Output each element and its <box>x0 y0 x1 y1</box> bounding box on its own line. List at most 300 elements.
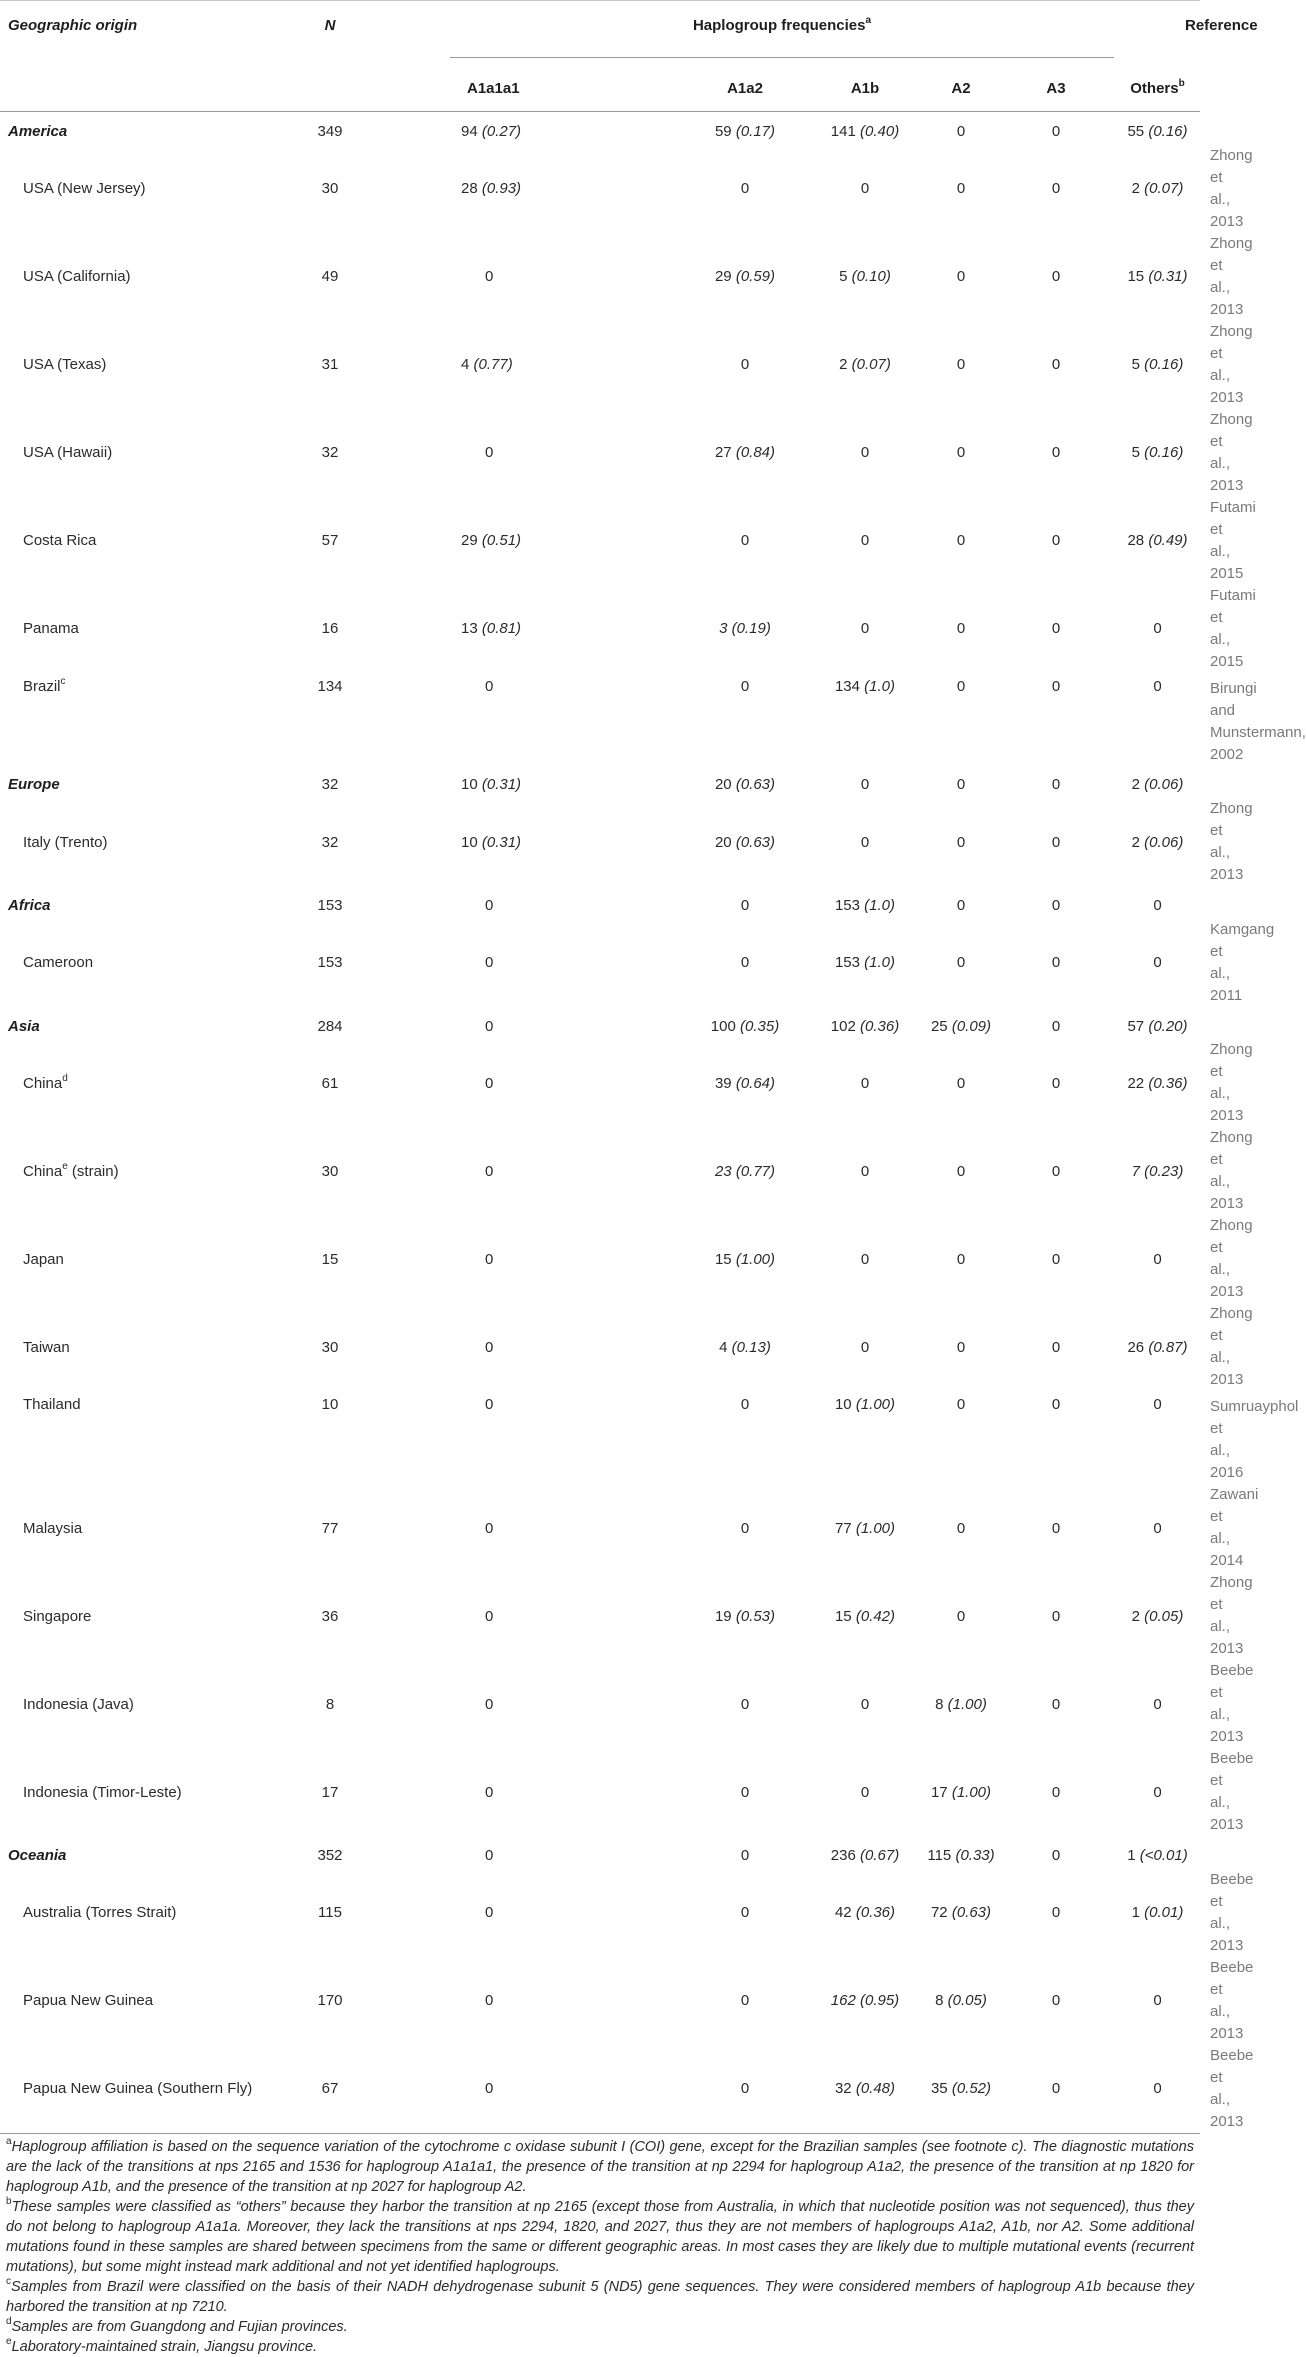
cell-a1b <box>805 497 925 585</box>
table-row <box>0 1039 1200 1127</box>
table-row <box>0 497 1200 585</box>
origin-suffix: (strain) <box>68 1163 119 1180</box>
cell-origin <box>0 886 280 919</box>
origin-label: Africa <box>8 897 51 914</box>
cell-count: 0 <box>1153 1251 1161 1268</box>
cell-count: 0 <box>957 1520 965 1537</box>
cell-count: 0 <box>485 954 493 971</box>
subheader-empty-origin <box>0 62 280 112</box>
cell-count: 27 <box>715 444 736 461</box>
cell-a1a1a1 <box>455 1484 685 1572</box>
cell-count: 0 <box>1052 1696 1060 1713</box>
cell-count: 0 <box>957 268 965 285</box>
cell-count: 59 <box>715 123 736 140</box>
cell-spacer <box>380 673 455 766</box>
footnote-text: Samples from Brazil were classified on the basis of their NADH dehydrogenase subunit 5 (ND5) gene sequences. They were considered members of haplogroup A1b because they harbored the transition at np 7210. <box>6 2279 1194 2315</box>
cell-frequency: (0.63) <box>952 1904 991 1921</box>
table-row <box>0 585 1200 673</box>
table-row <box>0 1127 1200 1215</box>
cell-count: 0 <box>741 356 749 373</box>
cell-frequency: (1.0) <box>864 678 895 695</box>
cell-n: 153 <box>280 886 380 919</box>
cell-a1a1a1 <box>455 145 685 233</box>
cell-origin <box>0 1215 280 1303</box>
cell-frequency: (1.00) <box>736 1251 775 1268</box>
cell-others <box>1115 409 1200 497</box>
cell-a3 <box>997 145 1115 233</box>
footnote-marker: a <box>6 2136 12 2147</box>
cell-origin <box>0 1007 280 1040</box>
table-row <box>0 1660 1200 1748</box>
cell-n: 15 <box>280 1215 380 1303</box>
cell-count: 26 <box>1127 1339 1148 1356</box>
table-row <box>0 1572 1200 1660</box>
cell-a2 <box>925 233 997 321</box>
cell-a1a1a1 <box>455 1660 685 1748</box>
cell-frequency: (0.16) <box>1144 356 1183 373</box>
cell-a1a2 <box>685 1660 805 1748</box>
cell-frequency: (0.53) <box>736 1608 775 1625</box>
cell-count: 77 <box>835 1520 856 1537</box>
cell-count: 0 <box>1153 954 1161 971</box>
cell-count: 0 <box>485 1520 493 1537</box>
cell-n: 61 <box>280 1039 380 1127</box>
cell-count: 0 <box>1052 834 1060 851</box>
cell-frequency: (0.77) <box>474 356 513 373</box>
cell-count: 0 <box>861 1696 869 1713</box>
cell-frequency: (0.05) <box>948 1992 987 2009</box>
cell-spacer <box>380 798 455 886</box>
cell-count: 0 <box>861 1251 869 1268</box>
cell-a1a1a1 <box>455 409 685 497</box>
cell-origin <box>0 1303 280 1391</box>
cell-count: 0 <box>957 532 965 549</box>
header-n-label: N <box>325 17 336 34</box>
cell-origin <box>0 409 280 497</box>
cell-count: 4 <box>719 1339 732 1356</box>
cell-origin <box>0 1572 280 1660</box>
cell-spacer <box>380 1007 455 1040</box>
cell-spacer <box>380 1957 455 2045</box>
cell-spacer <box>380 585 455 673</box>
cell-others <box>1115 1572 1200 1660</box>
cell-count: 0 <box>957 954 965 971</box>
cell-origin <box>0 145 280 233</box>
cell-count: 0 <box>1052 1075 1060 1092</box>
cell-others <box>1115 497 1200 585</box>
cell-origin <box>0 673 280 766</box>
subheader-spacer <box>380 62 455 112</box>
cell-count: 0 <box>957 123 965 140</box>
cell-a1b <box>805 585 925 673</box>
cell-a3 <box>997 798 1115 886</box>
footnote-text: Laboratory-maintained strain, Jiangsu province. <box>12 2339 317 2355</box>
cell-a3 <box>997 1836 1115 1869</box>
cell-count: 0 <box>1052 2080 1060 2097</box>
cell-others <box>1115 585 1200 673</box>
cell-a3 <box>997 585 1115 673</box>
cell-origin <box>0 1957 280 2045</box>
cell-a1a1a1 <box>455 886 685 919</box>
cell-n: 134 <box>280 673 380 766</box>
cell-n: 77 <box>280 1484 380 1572</box>
cell-frequency: (0.42) <box>856 1608 895 1625</box>
cell-count: 0 <box>485 1018 493 1035</box>
cell-count: 0 <box>1153 1696 1161 1713</box>
cell-count: 0 <box>1052 532 1060 549</box>
cell-a1a1a1 <box>455 798 685 886</box>
cell-a3 <box>997 1127 1115 1215</box>
cell-n: 16 <box>280 585 380 673</box>
origin-label: Japan <box>23 1251 64 1268</box>
cell-count: 0 <box>861 180 869 197</box>
origin-label: America <box>8 123 67 140</box>
cell-a1a2 <box>685 1572 805 1660</box>
cell-frequency: (0.09) <box>952 1018 991 1035</box>
cell-origin <box>0 321 280 409</box>
cell-a1b <box>805 1215 925 1303</box>
col-A2: A2 <box>925 62 997 112</box>
cell-count: 0 <box>485 444 493 461</box>
cell-n: 30 <box>280 1303 380 1391</box>
cell-count: 0 <box>861 1784 869 1801</box>
cell-spacer <box>380 919 455 1007</box>
cell-count: 8 <box>935 1992 948 2009</box>
cell-origin <box>0 585 280 673</box>
cell-origin <box>0 112 280 145</box>
table-row <box>0 321 1200 409</box>
cell-count: 0 <box>485 897 493 914</box>
cell-count: 55 <box>1127 123 1148 140</box>
cell-frequency: 7 (0.23) <box>1132 1163 1184 1180</box>
cell-n: 352 <box>280 1836 380 1869</box>
cell-frequency: (1.00) <box>948 1696 987 1713</box>
cell-others <box>1115 1660 1200 1748</box>
cell-count: 0 <box>957 1339 965 1356</box>
cell-count: 39 <box>715 1075 736 1092</box>
cell-count: 0 <box>485 1847 493 1864</box>
cell-a2 <box>925 1572 997 1660</box>
subheader-empty-n <box>280 62 380 112</box>
cell-spacer <box>380 233 455 321</box>
cell-a1a2 <box>685 919 805 1007</box>
cell-frequency: (0.49) <box>1148 532 1187 549</box>
footnote-a <box>6 2137 1194 2197</box>
cell-a2 <box>925 497 997 585</box>
cell-a3 <box>997 1039 1115 1127</box>
cell-others <box>1115 1957 1200 2045</box>
cell-n: 284 <box>280 1007 380 1040</box>
cell-n: 67 <box>280 2045 380 2133</box>
origin-label: Australia (Torres Strait) <box>23 1904 176 1921</box>
origin-footnote-sup: d <box>62 1073 68 1084</box>
cell-spacer <box>380 409 455 497</box>
cell-frequency: (0.27) <box>482 123 521 140</box>
cell-count: 134 <box>835 678 864 695</box>
cell-count: 0 <box>1052 1251 1060 1268</box>
cell-count: 57 <box>1127 1018 1148 1035</box>
cell-a1b <box>805 145 925 233</box>
cell-count: 5 <box>1132 356 1145 373</box>
cell-spacer <box>380 1748 455 1836</box>
cell-a1a2 <box>685 1391 805 1484</box>
cell-n: 30 <box>280 145 380 233</box>
table-row <box>0 673 1200 766</box>
cell-count: 141 <box>831 123 860 140</box>
footnote-marker: e <box>6 2336 12 2347</box>
cell-a2 <box>925 2045 997 2133</box>
cell-a3 <box>997 1572 1115 1660</box>
cell-count: 0 <box>741 1904 749 1921</box>
cell-spacer <box>380 2045 455 2133</box>
cell-spacer <box>380 321 455 409</box>
cell-others <box>1115 1836 1200 1869</box>
cell-a1a1a1 <box>455 497 685 585</box>
cell-spacer <box>380 1869 455 1957</box>
cell-count: 0 <box>741 897 749 914</box>
table-row <box>0 798 1200 886</box>
cell-count: 0 <box>485 1904 493 1921</box>
cell-n: 57 <box>280 497 380 585</box>
cell-a1a1a1 <box>455 321 685 409</box>
origin-footnote-sup: c <box>61 676 66 687</box>
cell-a2 <box>925 1660 997 1748</box>
cell-frequency: (0.31) <box>482 834 521 851</box>
cell-frequency: (0.81) <box>482 620 521 637</box>
cell-frequency: (0.36) <box>856 1904 895 1921</box>
cell-a1a1a1 <box>455 112 685 145</box>
header-reference: Reference <box>1115 1 1200 63</box>
cell-a1a1a1 <box>455 1127 685 1215</box>
cell-spacer <box>380 1484 455 1572</box>
region-row <box>0 766 1200 799</box>
header-haplogroup-label: Haplogroup frequencies <box>693 17 866 34</box>
origin-label: Italy (Trento) <box>23 834 107 851</box>
cell-frequency: (0.33) <box>955 1847 994 1864</box>
cell-a1a2 <box>685 1957 805 2045</box>
cell-origin <box>0 1127 280 1215</box>
cell-others <box>1115 112 1200 145</box>
cell-frequency: (0.01) <box>1144 1904 1183 1921</box>
cell-frequency: (0.63) <box>736 776 775 793</box>
cell-count: 1 <box>1132 1904 1145 1921</box>
footnote-text: Haplogroup affiliation is based on the sequence variation of the cytochrome c oxidase subunit I (COI) gene, except for the Brazilian samples (see footnote c). The diagnostic mutations are the lack of the transitions at nps 2165 and 1536 for haplogroup A1a1a1, the presence of the transition at np 2294 for haplogroup A1a2, the presence of the transition at np 1820 for haplogroup A1b, and the presence of the transition at np 2027 for haplogroup A2. <box>6 2139 1194 2195</box>
cell-count: 20 <box>715 776 736 793</box>
cell-others <box>1115 1748 1200 1836</box>
origin-label: Malaysia <box>23 1520 82 1537</box>
cell-frequency: (0.51) <box>482 532 521 549</box>
cell-a1a2 <box>685 886 805 919</box>
cell-count: 0 <box>957 356 965 373</box>
cell-a1a2 <box>685 1007 805 1040</box>
cell-a1a1a1 <box>455 919 685 1007</box>
header-haplogroup-sup: a <box>865 15 871 26</box>
cell-count: 0 <box>861 1339 869 1356</box>
haplogroup-span <box>450 17 1114 58</box>
cell-others <box>1115 798 1200 886</box>
cell-origin <box>0 2045 280 2133</box>
cell-count: 0 <box>957 776 965 793</box>
cell-frequency: (0.05) <box>1144 1608 1183 1625</box>
cell-origin <box>0 798 280 886</box>
cell-a3 <box>997 321 1115 409</box>
cell-frequency: (0.59) <box>736 268 775 285</box>
cell-spacer <box>380 1836 455 1869</box>
cell-count: 10 <box>461 776 482 793</box>
cell-count: 1 <box>1127 1847 1140 1864</box>
cell-origin <box>0 1391 280 1484</box>
cell-spacer <box>380 1391 455 1484</box>
cell-others <box>1115 1039 1200 1127</box>
cell-count: 0 <box>861 776 869 793</box>
table-row <box>0 919 1200 1007</box>
cell-frequency: (0.93) <box>482 180 521 197</box>
cell-frequency: (0.48) <box>856 2080 895 2097</box>
cell-count: 0 <box>861 1075 869 1092</box>
cell-count: 29 <box>461 532 482 549</box>
cell-count: 19 <box>715 1608 736 1625</box>
cell-count: 0 <box>1153 2080 1161 2097</box>
cell-count: 2 <box>1132 1608 1145 1625</box>
col-others-sup: b <box>1179 78 1185 89</box>
cell-count: 0 <box>1153 620 1161 637</box>
cell-a1a2 <box>685 1039 805 1127</box>
cell-a1a1a1 <box>455 2045 685 2133</box>
origin-label: Brazil <box>23 678 61 695</box>
cell-n: 8 <box>280 1660 380 1748</box>
cell-others <box>1115 1303 1200 1391</box>
cell-count: 72 <box>931 1904 952 1921</box>
cell-origin <box>0 233 280 321</box>
cell-a1a2 <box>685 1127 805 1215</box>
cell-a2 <box>925 766 997 799</box>
cell-count: 17 <box>931 1784 952 1801</box>
cell-count: 94 <box>461 123 482 140</box>
origin-label: Papua New Guinea (Southern Fly) <box>23 2080 252 2097</box>
cell-frequency: (0.06) <box>1144 776 1183 793</box>
cell-a2 <box>925 1039 997 1127</box>
cell-count: 22 <box>1127 1075 1148 1092</box>
cell-count: 0 <box>957 620 965 637</box>
cell-a3 <box>997 233 1115 321</box>
cell-a1a2 <box>685 145 805 233</box>
cell-count: 32 <box>835 2080 856 2097</box>
cell-count: 0 <box>741 2080 749 2097</box>
origin-label: Indonesia (Java) <box>23 1696 134 1713</box>
cell-a2 <box>925 112 997 145</box>
cell-a1b <box>805 1484 925 1572</box>
cell-a1a2 <box>685 497 805 585</box>
table-row <box>0 1748 1200 1836</box>
cell-count: 0 <box>1052 678 1060 695</box>
cell-a1a2 <box>685 1303 805 1391</box>
cell-count: 0 <box>957 444 965 461</box>
cell-a1b <box>805 1039 925 1127</box>
cell-a1a1a1 <box>455 585 685 673</box>
cell-count: 0 <box>1052 1018 1060 1035</box>
cell-a2 <box>925 1215 997 1303</box>
cell-count: 8 <box>935 1696 948 1713</box>
table-body <box>0 112 1200 2133</box>
region-row <box>0 112 1200 145</box>
cell-count: 0 <box>741 1396 749 1413</box>
table-row <box>0 2045 1200 2133</box>
cell-a1a2 <box>685 1484 805 1572</box>
origin-label: Cameroon <box>23 954 93 971</box>
footnote-d <box>6 2317 1194 2337</box>
cell-a3 <box>997 673 1115 766</box>
cell-count: 0 <box>957 1163 965 1180</box>
cell-a1a1a1 <box>455 1869 685 1957</box>
origin-label: Indonesia (Timor-Leste) <box>23 1784 182 1801</box>
cell-count: 0 <box>1052 356 1060 373</box>
cell-frequency: (0.87) <box>1148 1339 1187 1356</box>
cell-count: 0 <box>957 1075 965 1092</box>
cell-a1a1a1 <box>455 1007 685 1040</box>
cell-a2 <box>925 321 997 409</box>
cell-count: 0 <box>485 678 493 695</box>
cell-a1b <box>805 1391 925 1484</box>
cell-others <box>1115 673 1200 766</box>
cell-a1a2 <box>685 673 805 766</box>
cell-count: 0 <box>741 532 749 549</box>
cell-count: 0 <box>741 1520 749 1537</box>
cell-a1a2 <box>685 766 805 799</box>
cell-a3 <box>997 1748 1115 1836</box>
cell-a3 <box>997 1484 1115 1572</box>
cell-a1b <box>805 321 925 409</box>
cell-count: 0 <box>1052 897 1060 914</box>
cell-count: 10 <box>835 1396 856 1413</box>
cell-count: 5 <box>1132 444 1145 461</box>
cell-frequency: 3 (0.19) <box>719 620 771 637</box>
cell-frequency: (0.52) <box>952 2080 991 2097</box>
cell-a2 <box>925 1484 997 1572</box>
cell-a1b <box>805 1572 925 1660</box>
cell-a2 <box>925 409 997 497</box>
col-A3: A3 <box>997 62 1115 112</box>
cell-count: 0 <box>1153 1784 1161 1801</box>
region-row <box>0 886 1200 919</box>
footnote-marker: d <box>6 2316 12 2327</box>
cell-origin <box>0 1484 280 1572</box>
cell-a2 <box>925 1836 997 1869</box>
cell-count: 0 <box>485 1251 493 1268</box>
cell-count: 0 <box>957 1396 965 1413</box>
cell-count: 28 <box>1127 532 1148 549</box>
cell-a2 <box>925 1748 997 1836</box>
origin-label: Asia <box>8 1018 40 1035</box>
header-n <box>280 1 380 63</box>
cell-count: 0 <box>485 1696 493 1713</box>
cell-frequency: (1.00) <box>952 1784 991 1801</box>
cell-n: 32 <box>280 409 380 497</box>
cell-count: 20 <box>715 834 736 851</box>
cell-a3 <box>997 1303 1115 1391</box>
footnotes <box>0 2133 1200 2357</box>
cell-count: 0 <box>1052 1608 1060 1625</box>
cell-count: 28 <box>461 180 482 197</box>
origin-label: China <box>23 1075 62 1092</box>
cell-n: 170 <box>280 1957 380 2045</box>
cell-a1b <box>805 1127 925 1215</box>
cell-a2 <box>925 886 997 919</box>
cell-a1a2 <box>685 1869 805 1957</box>
table-head <box>0 1 1200 112</box>
footnote-text: Samples are from Guangdong and Fujian provinces. <box>12 2319 348 2335</box>
cell-count: 0 <box>1052 1339 1060 1356</box>
cell-a2 <box>925 919 997 1007</box>
